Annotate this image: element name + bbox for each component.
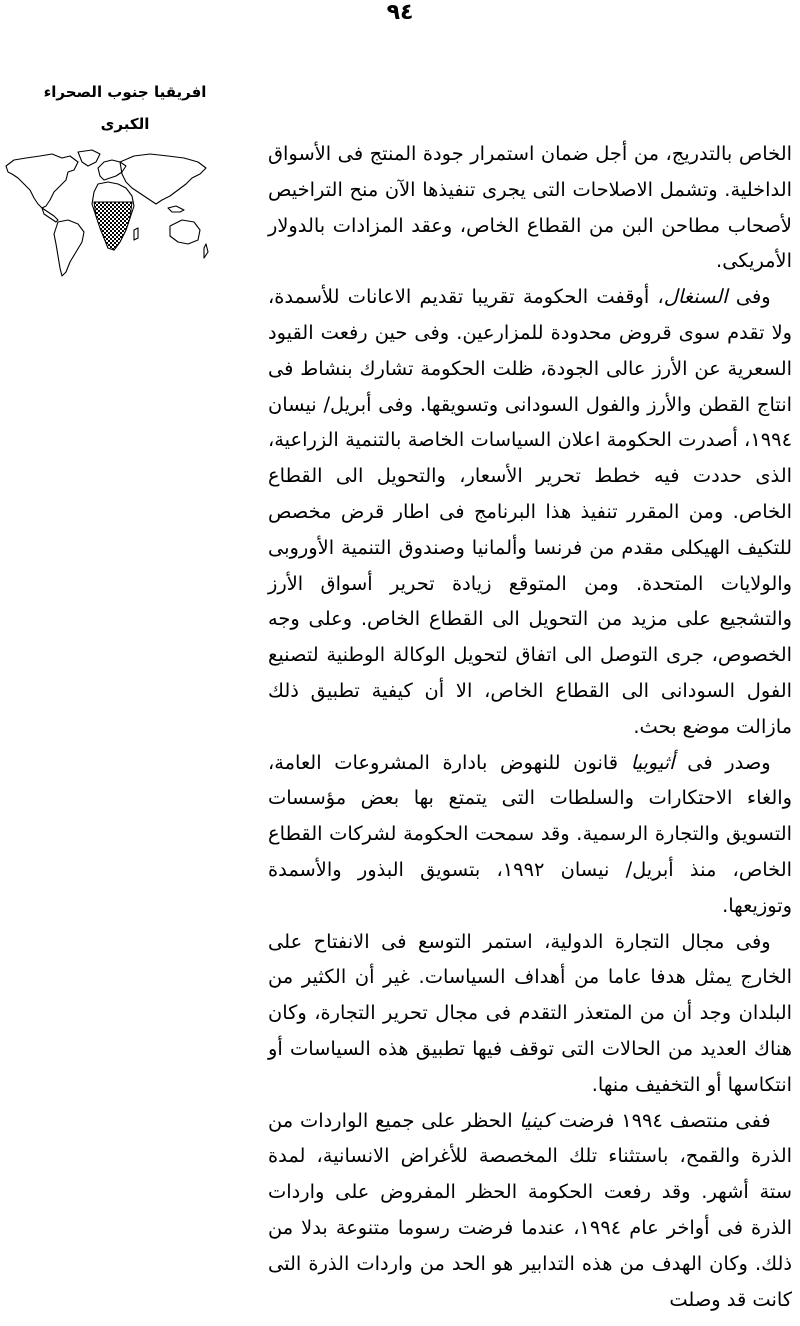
madagascar-shape	[134, 228, 138, 240]
indonesia-shape	[168, 206, 184, 212]
paragraph-text: ، أوقفت الحكومة تقريبا تقديم الاعانات للأسمدة، ولا تقدم سوى قروض محدودة للمزارعين. وفى حين رفعت القيود السعرية عن الأرز عالى الجودة، ظلت الحكومة تشارك بنشاط فى انتاج القطن والأرز والفول السودانى وتسويقها. وفى أبريل/ نيسان ١٩٩٤، أصدرت الحكومة اعلان السياسات الخاصة بالتنمية الزراعية، الذى حددت فيه خطط تحرير الأسعار، والتحويل الى القطاع الخاص. ومن المقرر تنفيذ هذا البرنامج فى اطار قرض مخصص للتكيف الهيكلى مقدم من فرنسا وألمانيا وصندوق التنمية الأوروبى والولايات المتحدة. ومن المتوقع زيادة تحرير أسواق الأرز والتشجيع على مزيد من التحويل الى القطاع الخاص. وعلى وجه الخصوص، جرى التوصل الى اتفاق لتحويل الوكالة الوطنية لتصنيع الفول السودانى الى القطاع الخاص، الا أن كيفية تطبيق ذلك مازالت موضع بحث.	[268, 285, 792, 738]
sub-saharan-africa-highlight	[94, 202, 132, 250]
australia-shape	[170, 220, 200, 244]
paragraph-text: قانون للنهوض بادارة المشروعات العامة، والغاء الاحتكارات والسلطات التى يتمتع بها بعض مؤسسات التسويق والتجارة الرسمية. وقد سمحت الحكومة لشركات القطاع الخاص، منذ أبريل/ نيسان ١٩٩٢، بتسويق البذور والأسمدة وتوزيعها.	[268, 750, 792, 917]
country-name: السنغال	[663, 285, 728, 309]
paragraph	[268, 745, 792, 924]
country-name: أثيوبيا	[630, 750, 675, 774]
paragraph-lead: وصدر فى	[674, 750, 771, 774]
new-zealand-shape	[204, 244, 208, 258]
world-map-icon	[0, 148, 212, 280]
paragraph	[268, 1103, 792, 1318]
central-america-shape	[42, 208, 58, 222]
paragraph-text: الحظر على جميع الواردات من الذرة والقمح، باستثناء تلك المخصصة للأغراض الانسانية، لمدة ستة أشهر. وقد رفعت الحكومة الحظر المفروض على واردات الذرة فى أواخر عام ١٩٩٤، عندما فرضت رسوما متنوعة بدلا من ذلك. وكان الهدف من هذه التدابير هو الحد من واردات الذرة التى كانت قد وصلت	[268, 1108, 792, 1311]
sidebar-region-title: افريقيا جنوب الصحراء الكبرى	[43, 83, 207, 133]
greenland-shape	[78, 150, 100, 166]
paragraph-lead: وفى	[727, 285, 771, 309]
country-name: كينيا	[519, 1108, 553, 1132]
paragraph	[268, 924, 792, 1103]
paragraph-text: وفى مجال التجارة الدولية، استمر التوسع فى الانفتاح على الخارج يمثل هدفا عاما من أهداف السياسات. غير أن الكثير من البلدان وجد أن من المتعذر التقدم فى مجال تحرير التجارة، وكان هناك العديد من الحالات التى توقف فيها تطبيق هذه السياسات أو انتكاسها أو التخفيف منها.	[268, 929, 792, 1096]
paragraph	[268, 279, 792, 744]
page-number: ٩٤	[386, 0, 414, 25]
paragraph	[268, 136, 792, 279]
asia-shape	[120, 154, 206, 204]
paragraph-lead: ففى منتصف ١٩٩٤ فرضت	[552, 1108, 771, 1132]
article-body	[268, 136, 792, 1317]
paragraph-text: الخاص بالتدريج، من أجل ضمان استمرار جودة المنتج فى الأسواق الداخلية. وتشمل الاصلاحات التى يجرى تنفيذها الآن منح التراخيص لأصحاب مطاحن البن من القطاع الخاص، وعقد المزادات بالدولار الأمريكى.	[268, 142, 792, 273]
north-america-shape	[6, 154, 78, 208]
south-america-shape	[54, 220, 84, 276]
